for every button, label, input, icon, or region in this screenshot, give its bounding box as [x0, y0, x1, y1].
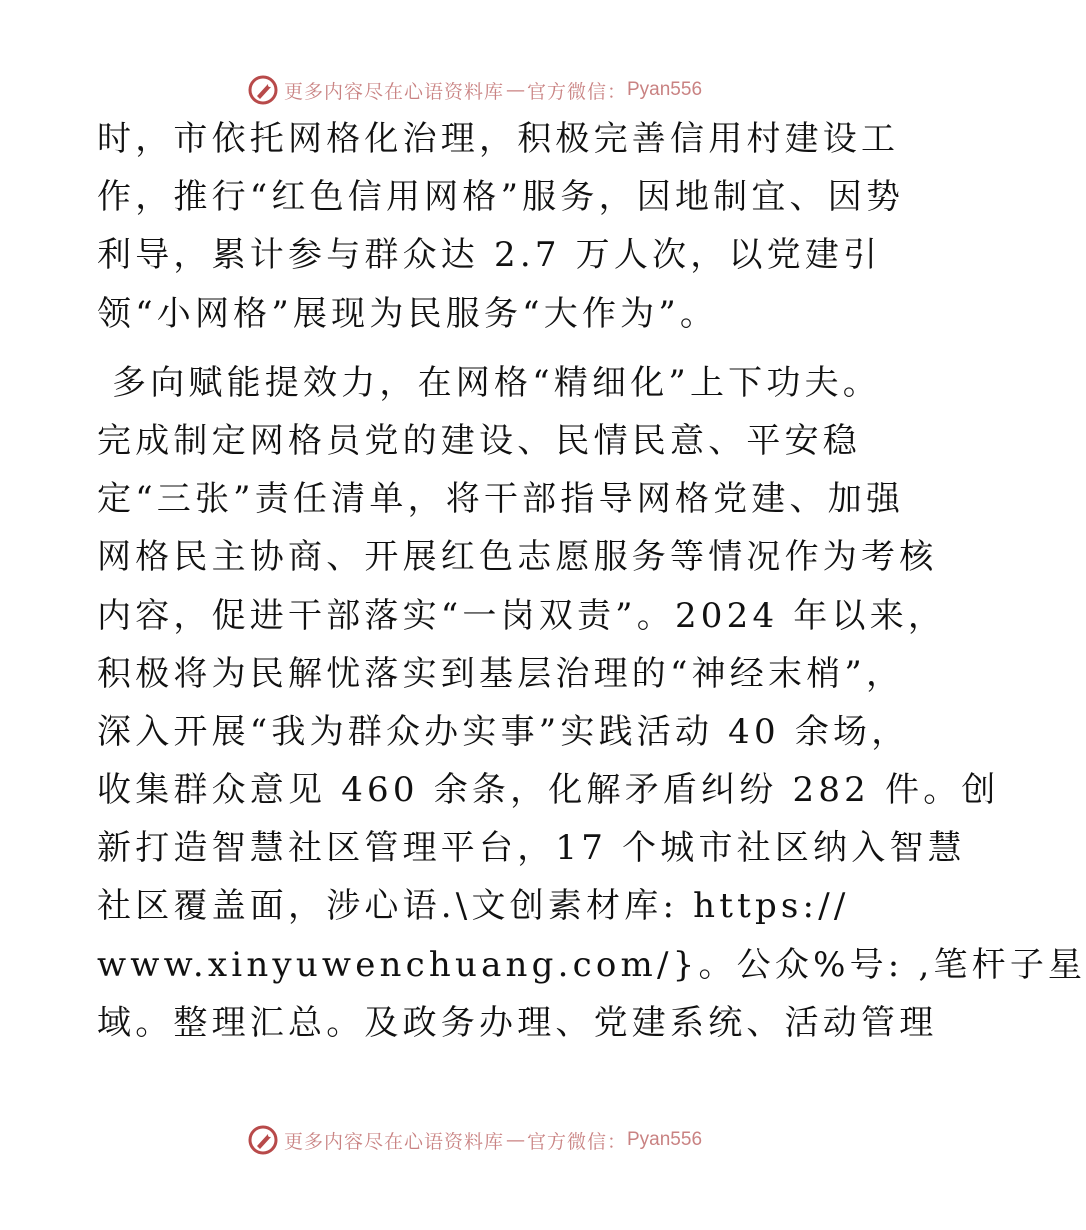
- text-line: 时，市依托网格化治理，积极完善信用村建设工: [97, 119, 900, 159]
- text-line: 领“小网格”展现为民服务“大作为”。: [97, 293, 719, 334]
- watermark-wechat-id: Pyan556: [627, 1129, 703, 1150]
- watermark-separator: —: [505, 79, 525, 101]
- text-line: 新打造智慧社区管理平台，17 个城市社区纳入智慧: [97, 828, 966, 869]
- text-line: 定“三张”责任清单，将干部指导网格党建、加强: [97, 479, 905, 520]
- text-line: 利导，累计参与群众达 2.7 万人次，以党建引: [97, 235, 882, 276]
- watermark-separator: —: [505, 1129, 525, 1151]
- header-watermark: [0, 70, 950, 110]
- footer-watermark: [0, 1120, 950, 1160]
- paragraph-1: [97, 119, 905, 355]
- pen-logo-icon: [248, 1125, 278, 1155]
- watermark-wechat-label: 官方微信：: [526, 80, 627, 103]
- watermark-text: 更多内容尽在心语资料库: [283, 1130, 504, 1153]
- watermark-wechat-id: Pyan556: [627, 79, 703, 100]
- text-line: 收集群众意见 460 余条，化解矛盾纠纷 282 件。创: [97, 770, 1000, 811]
- text-line: 作，推行“红色信用网格”服务，因地制宜、因势: [97, 177, 905, 218]
- text-line: 网格民主协商、开展红色志愿服务等情况作为考核: [97, 537, 938, 578]
- watermark-wechat-label: 官方微信：: [526, 1130, 627, 1153]
- text-line: 深入开展“我为群众办实事”实践活动 40 余场，: [97, 711, 910, 752]
- text-line: www.xinyuwenchuang.com/}。公众%号: ,笔杆子星: [97, 944, 1086, 985]
- paragraph-2: [97, 362, 1086, 1064]
- pen-logo-icon: [248, 75, 278, 105]
- text-line: 积极将为民解忧落实到基层治理的“神经末梢”，: [97, 653, 905, 694]
- text-line: 内容，促进干部落实“一岗双责”。2024 年以来，: [97, 595, 947, 636]
- text-line: 多向赋能提效力，在网格“精细化”上下功夫。: [97, 362, 881, 403]
- text-line: 完成制定网格员党的建设、民情民意、平安稳: [97, 420, 861, 461]
- text-line: 域。整理汇总。及政务办理、党建系统、活动管理: [97, 1002, 938, 1043]
- text-line: 社区覆盖面，涉心语.\文创素材库: https://: [97, 886, 850, 927]
- watermark-text: 更多内容尽在心语资料库: [283, 80, 504, 103]
- document-body: [97, 119, 1086, 1064]
